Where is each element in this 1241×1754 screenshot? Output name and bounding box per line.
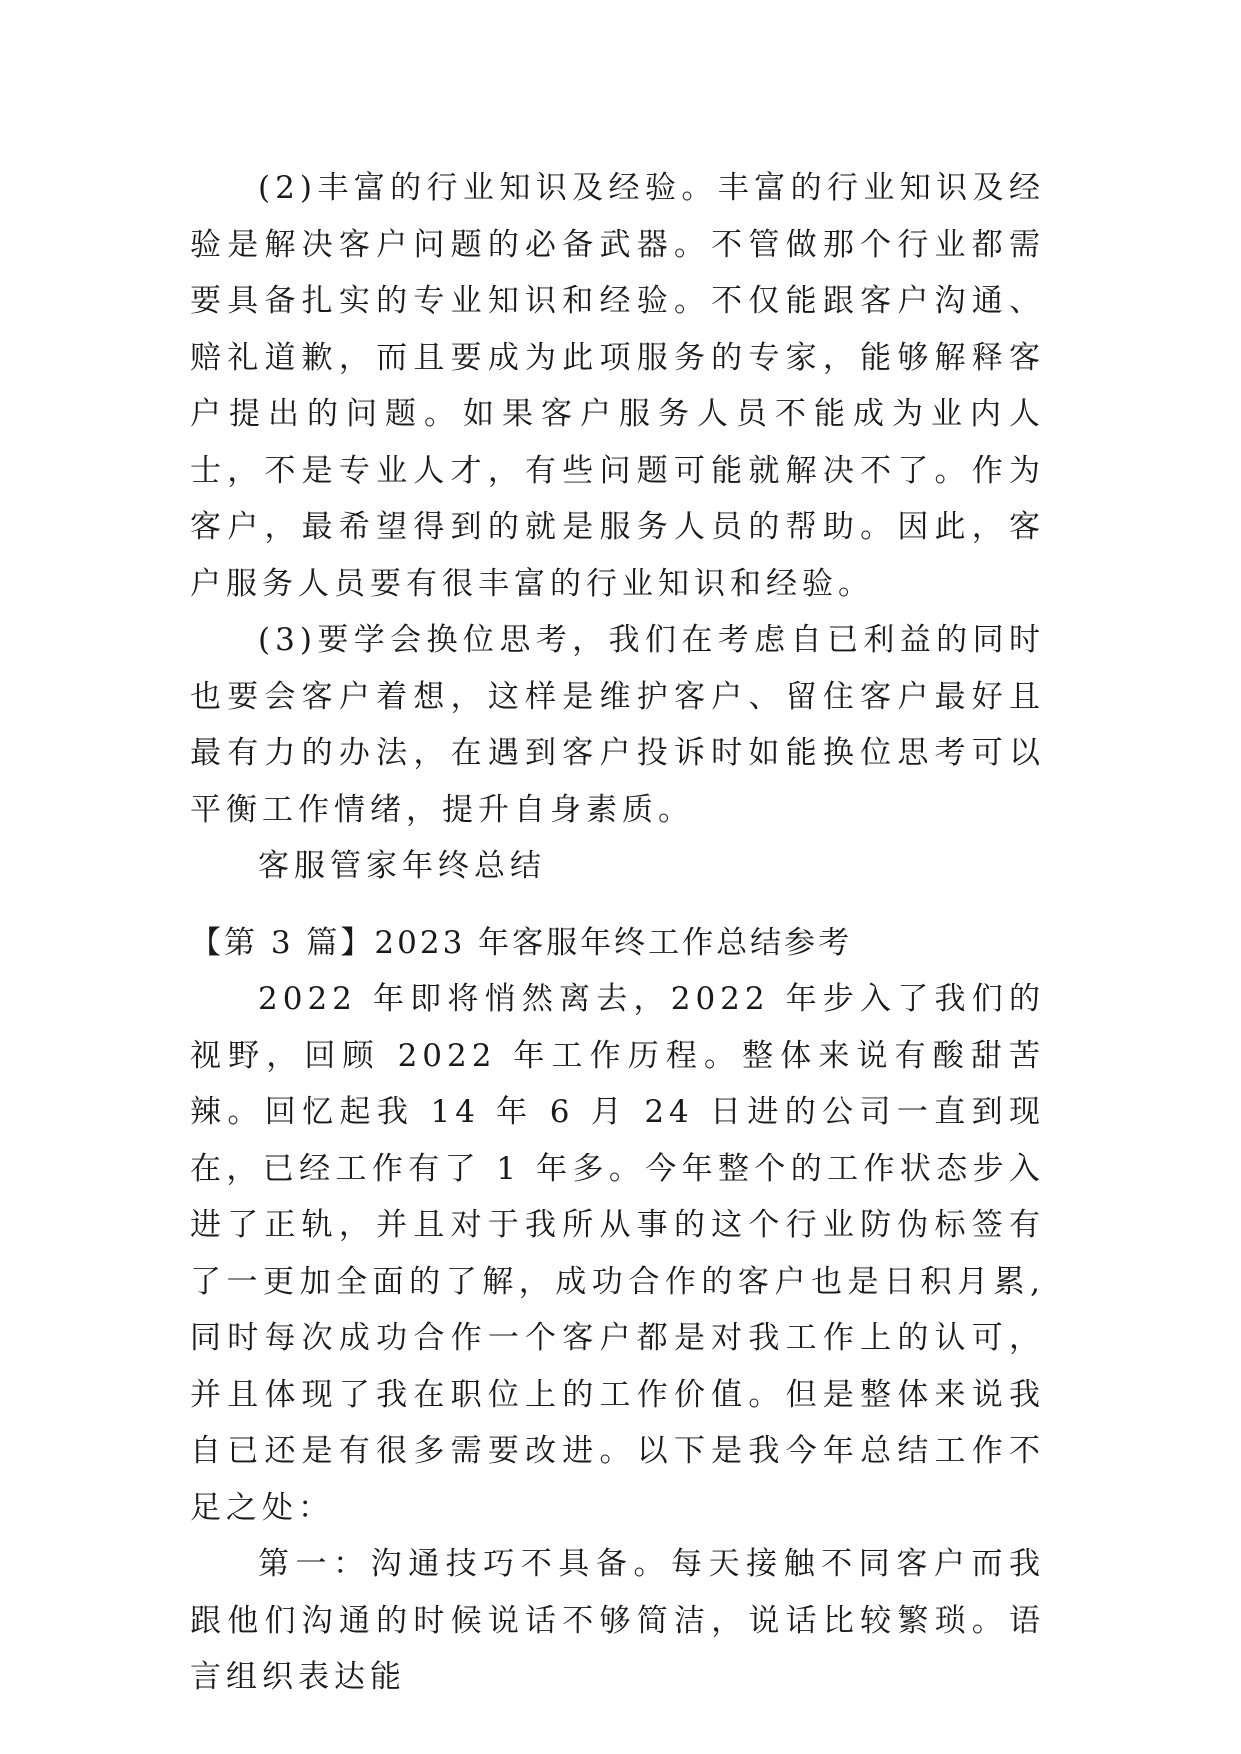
paragraph-communication: 第一：沟通技巧不具备。每天接触不同客户而我跟他们沟通的时候说话不够简洁，说话比较繁琐。语言组织表达能 [190, 1546, 1045, 1695]
paragraph-empathy: (3)要学会换位思考，我们在考虑自已利益的同时也要会客户着想，这样是维护客户、留住客户最好且最有力的办法，在遇到客户投诉时如能换位思考可以平衡工作情绪，提升自身素质。 [190, 622, 1045, 828]
paragraph-industry-knowledge: (2)丰富的行业知识及经验。丰富的行业知识及经验是解决客户问题的必备武器。不管做那个行业都需要具备扎实的专业知识和经验。不仅能跟客户沟通、赔礼道歉，而且要成为此项服务的专家，能够解释客户提出的问题。如果客户服务人员不能成为业内人士，不是专业人才，有些问题可能就解决不了。作为客户，最希望得到的就是服务人员的帮助。因此，客户服务人员要有很丰富的行业知识和经验。 [190, 170, 1045, 602]
intro-section [190, 160, 1045, 895]
paragraph-subtitle: 客服管家年终总结 [258, 848, 546, 884]
paragraph-review: 2022 年即将悄然离去，2022 年步入了我们的视野，回顾 2022 年工作历程。整体来说有酸甜苦辣。回忆起我 14 年 6 月 24 日进的公司一直到现在，已经工作有了 1 年多。今年整个的工作状态步入进了正轨，并且对于我所从事的这个行业防伪标签有了一更加全面的了解，成功合作的客户也是日积月累,同时每次成功合作一个客户都是对我工作上的认可，并且体现了我在职位上的工作价值。但是整体来说我自已还是有很多需要改进。以下是我今年总结工作不足之处： [190, 981, 1045, 1526]
article-heading: 【第 3 篇】2023 年客服年终工作总结参考 [190, 925, 853, 961]
article-body [190, 971, 1045, 1706]
